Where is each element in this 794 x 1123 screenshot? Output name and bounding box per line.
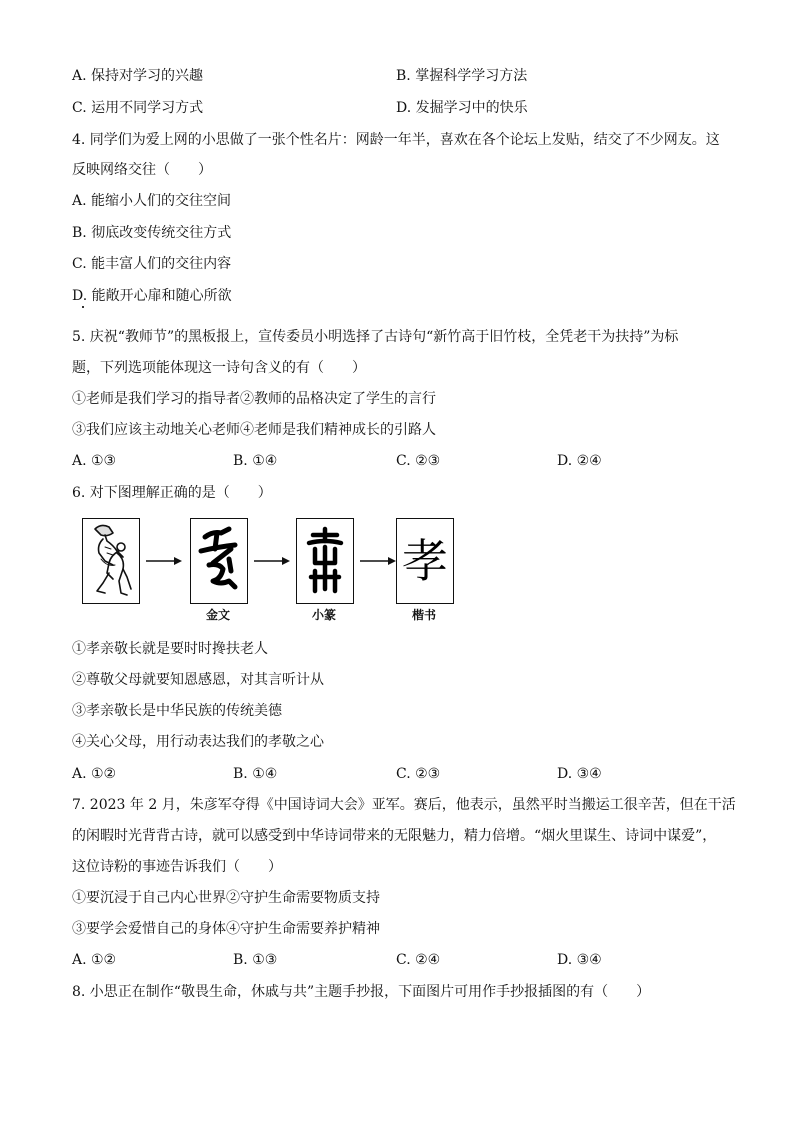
q7-option-a: A. ①② (72, 952, 117, 968)
q7-statements-line2: ③要学会爱惜自己的身体④守护生命需要养护精神 (72, 921, 380, 937)
q3-option-c: C. 运用不同学习方式 (72, 100, 204, 116)
q6-option-c: C. ②③ (396, 766, 441, 782)
q6-option-d: D. ③④ (557, 766, 602, 782)
q4-option-c: C. 能丰富人们的交往内容 (72, 256, 232, 272)
arrow-right-icon (146, 557, 182, 565)
jinwen-character-icon (191, 519, 247, 603)
q4-option-b: B. 彻底改变传统交往方式 (72, 225, 232, 241)
xiaozhuan-box (296, 518, 354, 604)
q6-statement-4: ④关心父母，用行动表达我们的孝敬之心 (72, 734, 324, 750)
q7-stem-line3: 这位诗粉的事迹告诉我们（ ） (72, 859, 282, 875)
q5-statements-line1: ①老师是我们学习的指导者②教师的品格决定了学生的言行 (72, 391, 436, 407)
q6-option-b: B. ①④ (233, 766, 278, 782)
stray-dot (82, 306, 84, 308)
q4-option-a: A. 能缩小人们的交往空间 (72, 193, 232, 209)
q5-option-d: D. ②④ (557, 453, 602, 469)
caption-kaishu: 楷书 (411, 608, 436, 622)
caption-jinwen: 金文 (205, 608, 230, 622)
q7-stem-line2: 的闲暇时光背背古诗，就可以感受到中华诗词带来的无限魅力，精力倍增。“烟火里谋生、诗词中谋爱”， (72, 828, 717, 844)
q5-option-b: B. ①④ (233, 453, 278, 469)
kaishu-character-icon (397, 519, 453, 603)
q4-stem-line1: 4. 同学们为爱上网的小思做了一张个性名片：网龄一年半，喜欢在各个论坛上发贴，结交了不少网友。这 (72, 132, 720, 148)
q3-option-a: A. 保持对学习的兴趣 (72, 68, 204, 84)
q6-statement-1: ①孝亲敬长就是要时时搀扶老人 (72, 641, 268, 657)
q6-statement-2: ②尊敬父母就要知恩感恩，对其言听计从 (72, 672, 324, 688)
q7-option-c: C. ②④ (396, 952, 441, 968)
filial-piety-character-evolution-figure (82, 518, 482, 628)
q6-stem: 6. 对下图理解正确的是（ ） (72, 485, 272, 501)
q5-option-a: A. ①③ (72, 453, 117, 469)
q5-stem-line2: 题，下列选项能体现这一诗句含义的有（ ） (72, 360, 366, 376)
q5-statements-line2: ③我们应该主动地关心老师④老师是我们精神成长的引路人 (72, 422, 436, 438)
q3-option-b: B. 掌握科学学习方法 (396, 68, 528, 84)
q7-statements-line1: ①要沉浸于自己内心世界②守护生命需要物质支持 (72, 890, 380, 906)
q5-stem-line1: 5. 庆祝“教师节”的黑板报上，宣传委员小明选择了古诗句“新竹高于旧竹枝，全凭老干为扶持”为标 (72, 329, 679, 345)
q5-option-c: C. ②③ (396, 453, 441, 469)
q7-option-d: D. ③④ (557, 952, 602, 968)
pictograph-box (82, 518, 140, 604)
q6-statement-3: ③孝亲敬长是中华民族的传统美德 (72, 703, 282, 719)
q3-option-d: D. 发掘学习中的快乐 (396, 100, 528, 116)
q8-stem: 8. 小思正在制作“敬畏生命，休戚与共”主题手抄报，下面图片可用作手抄报插图的有（ ） (72, 984, 651, 1000)
kaishu-glyph: 孝 (402, 534, 448, 588)
jinwen-box (190, 518, 248, 604)
kaishu-box (396, 518, 454, 604)
elder-carried-pictograph-icon (83, 519, 139, 603)
arrow-right-icon (254, 557, 290, 565)
q6-option-a: A. ①② (72, 766, 117, 782)
q7-stem-line1: 7. 2023 年 2 月，朱彦军夺得《中国诗词大会》亚军。赛后，他表示，虽然平时当搬运工很辛苦，但在干活 (72, 797, 736, 813)
xiaozhuan-character-icon (297, 519, 353, 603)
q4-option-d: D. 能敞开心扉和随心所欲 (72, 288, 232, 304)
arrow-right-icon (360, 557, 396, 565)
caption-xiaozhuan: 小篆 (311, 608, 336, 622)
q4-stem-line2: 反映网络交往（ ） (72, 162, 212, 178)
q7-option-b: B. ①③ (233, 952, 278, 968)
